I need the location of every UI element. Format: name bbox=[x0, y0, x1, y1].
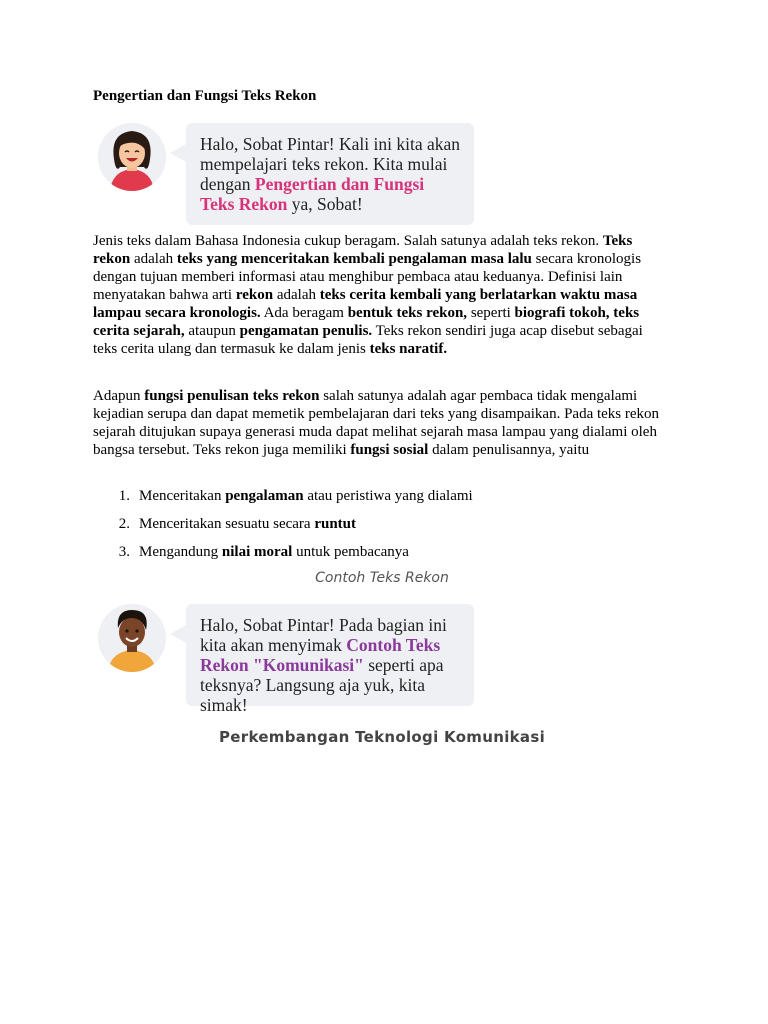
chat-highlight: Pengertian dan Fungsi Teks Rekon bbox=[200, 174, 425, 214]
bold-text: pengamatan penulis. bbox=[239, 323, 373, 339]
text: untuk pembacanya bbox=[292, 544, 409, 560]
bold-text: nilai moral bbox=[221, 544, 293, 560]
text: Jenis teks dalam Bahasa Indonesia cukup beragam. Salah satunya adalah teks rekon. bbox=[93, 233, 603, 249]
bold-text: fungsi penulisan teks rekon bbox=[144, 388, 320, 404]
text: Mengandung bbox=[139, 544, 222, 560]
girl-avatar-icon bbox=[98, 123, 166, 191]
bold-text: runtut bbox=[314, 516, 357, 532]
chat-text: Halo, Sobat Pintar! Pada bagian ini kita akan menyimak bbox=[200, 615, 447, 655]
bold-text: pengalaman bbox=[225, 488, 304, 504]
list-item bbox=[93, 487, 663, 505]
text: Ada beragam bbox=[260, 305, 348, 321]
chat-text: Halo, Sobat Pintar! Kali ini kita akan mempelajari teks rekon. Kita mulai dengan bbox=[200, 134, 461, 194]
bold-text: biografi tokoh, teks cerita sejarah, bbox=[93, 305, 640, 339]
section-caption: Contoh Teks Rekon bbox=[315, 570, 449, 586]
text: secara kronologis dengan tujuan memberi informasi atau menghibur pembaca atau keduanya. Definisi lain menyatakan bahwa arti bbox=[93, 251, 642, 303]
chat-highlight: Contoh Teks Rekon "Komunikasi" bbox=[200, 635, 441, 675]
bold-text: teks yang menceritakan kembali pengalaman masa lalu bbox=[176, 251, 532, 267]
bold-text: teks naratif. bbox=[369, 341, 448, 357]
chat-text: ya, Sobat! bbox=[287, 194, 363, 214]
list-number: 1. bbox=[118, 488, 130, 504]
bold-text: Teks rekon bbox=[93, 233, 633, 267]
chat-intro bbox=[98, 123, 478, 229]
boy-avatar-icon bbox=[98, 604, 166, 672]
text: salah satunya adalah agar pembaca tidak mengalami kejadian serupa dan dapat memetik pembelajaran dari teks yang disampaikan. Pada teks rekon sejarah ditujukan supaya generasi muda dapat melihat sejarah masa lampau yang dialami oleh bangsa tersebut. Teks rekon juga memiliki bbox=[93, 388, 660, 458]
text: Menceritakan bbox=[139, 488, 226, 504]
chat-example bbox=[98, 604, 478, 715]
text: seperti bbox=[467, 305, 515, 321]
section-subheading: Perkembangan Teknologi Komunikasi bbox=[218, 728, 546, 746]
page-title: Pengertian dan Fungsi Teks Rekon bbox=[93, 88, 317, 104]
bold-text: rekon bbox=[235, 287, 274, 303]
bold-text: teks cerita kembali yang berlatarkan waktu masa lampau secara kronologis. bbox=[93, 287, 638, 321]
text: Adapun bbox=[93, 388, 145, 404]
text: atau peristiwa yang dialami bbox=[303, 488, 473, 504]
paragraph-definition bbox=[93, 232, 663, 358]
text: ataupun bbox=[184, 323, 240, 339]
list-number: 3. bbox=[118, 544, 130, 560]
paragraph-function bbox=[93, 387, 663, 459]
chat-bubble bbox=[186, 123, 474, 225]
bold-text: bentuk teks rekon, bbox=[347, 305, 468, 321]
list-item bbox=[93, 515, 663, 533]
text: Teks rekon sendiri juga acap disebut sebagai teks cerita ulang dan termasuk ke dalam jenis bbox=[93, 323, 643, 357]
text: adalah bbox=[130, 251, 177, 267]
list-number: 2. bbox=[118, 516, 130, 532]
bold-text: fungsi sosial bbox=[350, 442, 429, 458]
chat-text: seperti apa teksnya? Langsung aja yuk, kita simak! bbox=[200, 655, 444, 715]
function-list bbox=[93, 487, 663, 571]
chat-bubble bbox=[186, 604, 474, 715]
text: Menceritakan sesuatu secara bbox=[139, 516, 315, 532]
text: dalam penulisannya, yaitu bbox=[428, 442, 590, 458]
list-item bbox=[93, 543, 663, 561]
text: adalah bbox=[273, 287, 320, 303]
